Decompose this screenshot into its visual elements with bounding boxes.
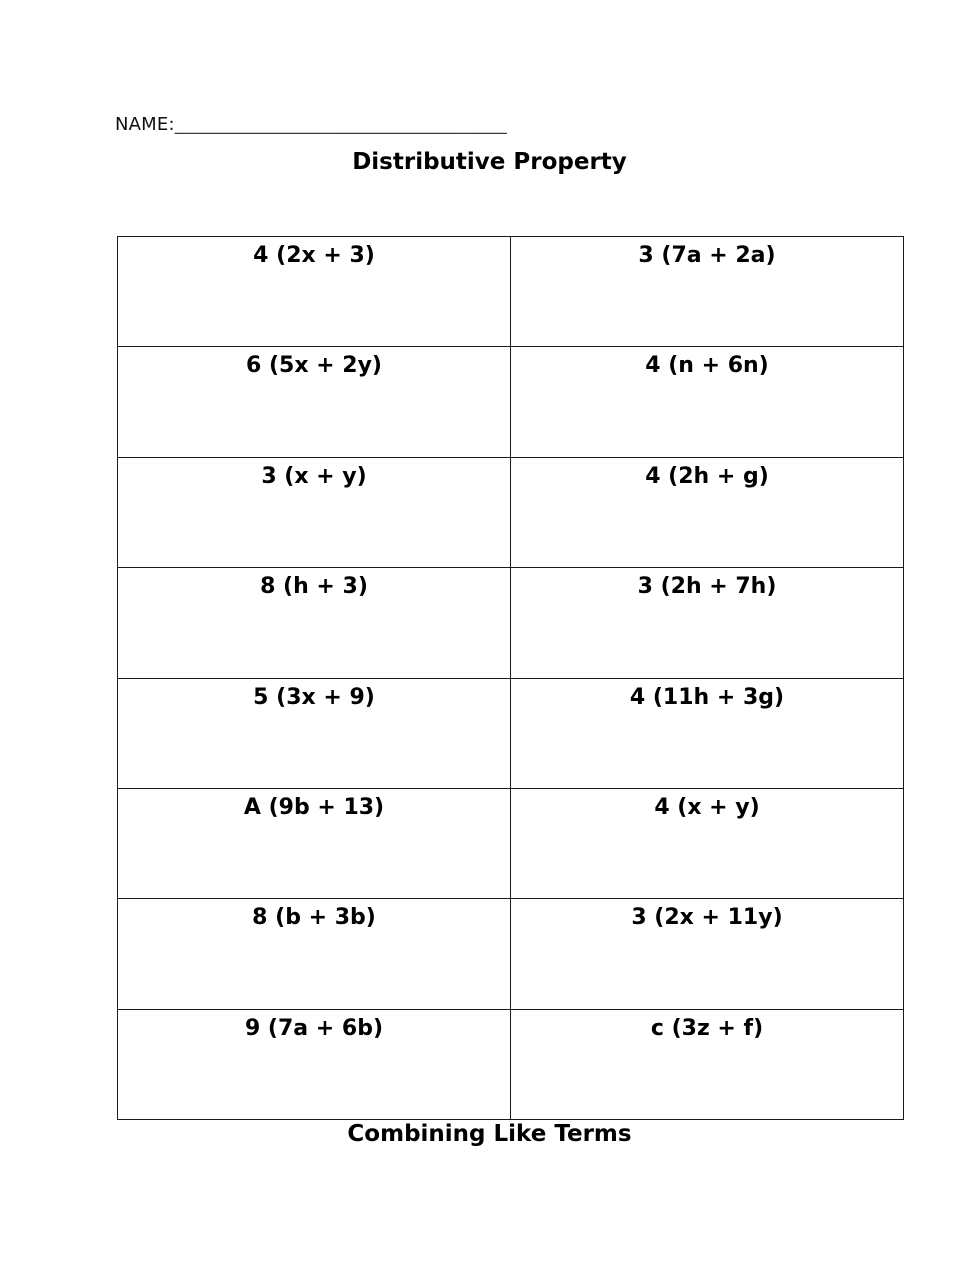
section-title-combining-like-terms: Combining Like Terms	[347, 1121, 632, 1147]
expression-cell: 3 (x + y)	[118, 457, 511, 567]
expression-cell: 4 (2h + g)	[511, 457, 904, 567]
expression-cell: c (3z + f)	[511, 1009, 904, 1119]
expression-cell: 8 (h + 3)	[118, 568, 511, 678]
table-row	[118, 347, 904, 457]
name-label: NAME:	[115, 114, 175, 135]
expression-cell: 3 (2h + 7h)	[511, 568, 904, 678]
table-row	[118, 457, 904, 567]
table-row	[118, 899, 904, 1009]
expression-cell: 4 (2x + 3)	[118, 237, 511, 347]
table-row	[118, 1009, 904, 1119]
expression-cell: 4 (11h + 3g)	[511, 678, 904, 788]
expression-cell: 8 (b + 3b)	[118, 899, 511, 1009]
table-row	[118, 788, 904, 898]
expression-cell: 5 (3x + 9)	[118, 678, 511, 788]
expressions-table	[117, 236, 904, 1120]
expression-cell: 4 (n + 6n)	[511, 347, 904, 457]
table-row	[118, 678, 904, 788]
expression-cell: 4 (x + y)	[511, 788, 904, 898]
expression-cell: 3 (7a + 2a)	[511, 237, 904, 347]
expression-cell: 3 (2x + 11y)	[511, 899, 904, 1009]
expression-cell: 9 (7a + 6b)	[118, 1009, 511, 1119]
table-row	[118, 237, 904, 347]
expression-cell: A (9b + 13)	[118, 788, 511, 898]
name-blank-line: _______________________________________	[174, 114, 507, 135]
expression-cell: 6 (5x + 2y)	[118, 347, 511, 457]
page-title: Distributive Property	[352, 149, 627, 175]
name-line	[115, 114, 506, 135]
table-row	[118, 568, 904, 678]
